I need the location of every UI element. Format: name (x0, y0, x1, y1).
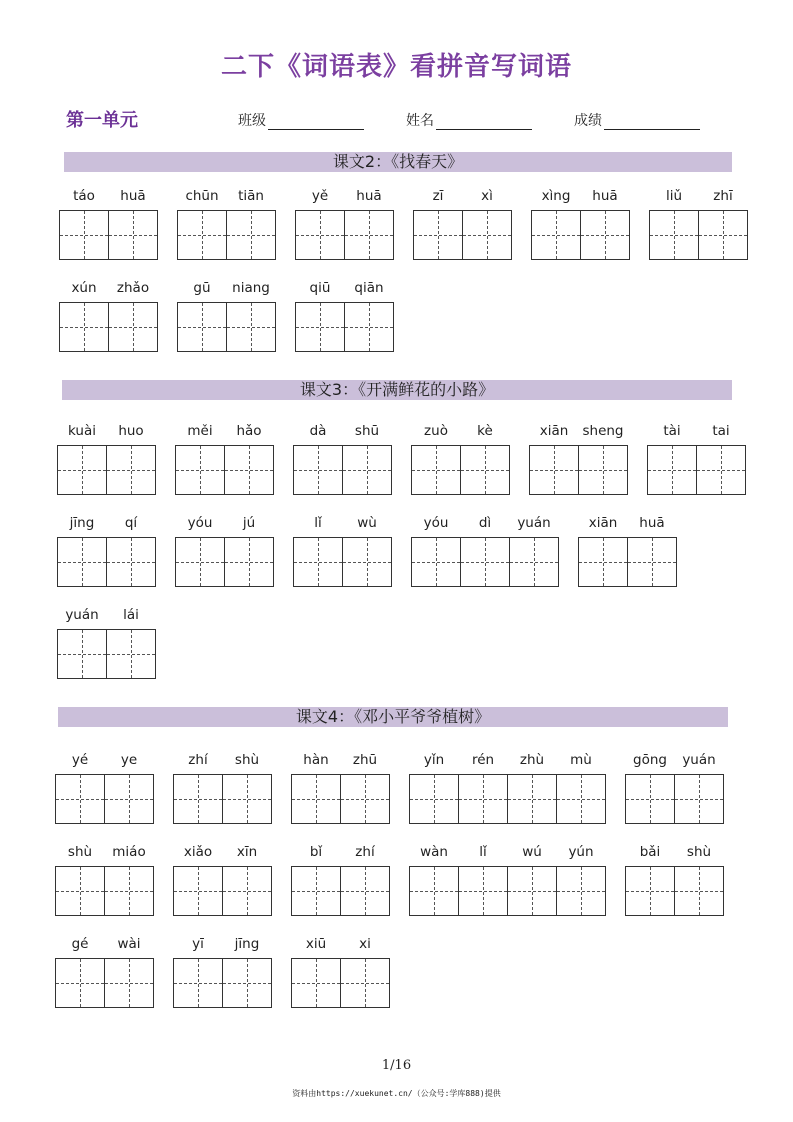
pinyin-syllable: shū (354, 423, 380, 439)
writing-grid (293, 537, 392, 587)
word-group (175, 423, 274, 495)
tianzige-cell[interactable] (510, 538, 559, 586)
pinyin-syllable: xiǎo (183, 844, 213, 860)
writing-grid (413, 210, 512, 260)
pinyin-syllable: sheng (582, 423, 624, 439)
class-blank[interactable] (268, 114, 364, 130)
tianzige-cell[interactable] (410, 867, 459, 915)
writing-grid (55, 774, 154, 824)
worksheet-header (0, 104, 793, 134)
tianzige-cell[interactable] (105, 775, 154, 823)
pinyin-syllable: yuán (682, 752, 716, 768)
word-group (529, 423, 628, 495)
tianzige-cell[interactable] (178, 211, 227, 259)
pinyin-syllable: zhù (519, 752, 545, 768)
word-group (578, 515, 677, 587)
score-blank[interactable] (604, 114, 700, 130)
tianzige-cell[interactable] (107, 630, 156, 678)
writing-grid (293, 445, 392, 495)
tianzige-cell[interactable] (343, 538, 392, 586)
tianzige-cell[interactable] (178, 303, 227, 351)
pinyin-syllable: zhí (188, 752, 208, 768)
tianzige-cell[interactable] (579, 538, 628, 586)
word-group (411, 423, 510, 495)
footer-source: 资料由https://xuekunet.cn/（公众号:学库888)提供 (292, 1089, 501, 1098)
pinyin-syllable: yě (311, 188, 329, 204)
pinyin-syllable: jú (242, 515, 256, 531)
pinyin-syllable: zuò (424, 423, 448, 439)
section-title-bar: 课文4：《邓小平爷爷植树》 (58, 707, 728, 727)
page-title: 二下《词语表》看拼音写词语 (220, 52, 572, 82)
tianzige-cell[interactable] (109, 303, 158, 351)
writing-grid (175, 537, 274, 587)
tianzige-cell[interactable] (626, 775, 675, 823)
tianzige-cell[interactable] (345, 303, 394, 351)
tianzige-cell[interactable] (223, 775, 272, 823)
tianzige-cell[interactable] (58, 446, 107, 494)
pinyin-row (177, 280, 276, 300)
pinyin-row (578, 515, 677, 535)
pinyin-row (177, 188, 276, 208)
writing-grid (57, 537, 156, 587)
pinyin-row (291, 936, 390, 956)
tianzige-cell[interactable] (530, 446, 579, 494)
tianzige-cell[interactable] (412, 446, 461, 494)
name-label: 姓名 (406, 113, 434, 129)
writing-grid (647, 445, 746, 495)
pinyin-syllable: zhī (713, 188, 733, 204)
writing-grid (409, 774, 606, 824)
pinyin-row (649, 188, 748, 208)
pinyin-syllable: bǎi (639, 844, 661, 860)
tianzige-cell[interactable] (105, 959, 154, 1007)
writing-grid (578, 537, 677, 587)
tianzige-cell[interactable] (58, 538, 107, 586)
writing-grid (291, 774, 390, 824)
tianzige-cell[interactable] (579, 446, 628, 494)
writing-grid (59, 302, 158, 352)
pinyin-syllable: yī (192, 936, 204, 952)
pinyin-syllable: yé (71, 752, 89, 768)
tianzige-cell[interactable] (296, 303, 345, 351)
tianzige-cell[interactable] (56, 775, 105, 823)
pinyin-syllable: wài (117, 936, 141, 952)
pinyin-syllable: zhū (352, 752, 378, 768)
pinyin-syllable: xìng (541, 188, 571, 204)
word-group (291, 752, 390, 824)
writing-grid (55, 958, 154, 1008)
pinyin-syllable: shù (686, 844, 712, 860)
tianzige-cell[interactable] (699, 211, 748, 259)
word-group (625, 752, 724, 824)
tianzige-cell[interactable] (459, 775, 508, 823)
tianzige-cell[interactable] (107, 446, 156, 494)
pinyin-syllable: zī (432, 188, 444, 204)
word-group (647, 423, 746, 495)
pinyin-syllable: huo (118, 423, 144, 439)
pinyin-row (295, 188, 394, 208)
pinyin-syllable: huā (639, 515, 665, 531)
tianzige-cell[interactable] (292, 775, 341, 823)
pinyin-syllable: ye (120, 752, 138, 768)
pinyin-row (55, 844, 154, 864)
tianzige-cell[interactable] (223, 867, 272, 915)
tianzige-cell[interactable] (296, 211, 345, 259)
tianzige-cell[interactable] (508, 867, 557, 915)
pinyin-syllable: yuán (65, 607, 99, 623)
tianzige-cell[interactable] (58, 630, 107, 678)
page-number: 1/16 (381, 1058, 412, 1073)
pinyin-syllable: kè (477, 423, 493, 439)
tianzige-cell[interactable] (459, 867, 508, 915)
pinyin-row (57, 515, 156, 535)
pinyin-row (293, 515, 392, 535)
tianzige-cell[interactable] (341, 959, 390, 1007)
tianzige-cell[interactable] (174, 775, 223, 823)
word-group (413, 188, 512, 260)
pinyin-row (173, 752, 272, 772)
pinyin-row (175, 515, 274, 535)
tianzige-cell[interactable] (508, 775, 557, 823)
pinyin-row (409, 752, 606, 772)
word-group (173, 936, 272, 1008)
pinyin-syllable: yǐn (423, 752, 445, 768)
pinyin-syllable: huā (356, 188, 382, 204)
pinyin-row (529, 423, 628, 443)
word-group (649, 188, 748, 260)
score-field[interactable] (574, 110, 700, 130)
pinyin-row (173, 936, 272, 956)
pinyin-syllable: kuài (68, 423, 96, 439)
tianzige-cell[interactable] (675, 867, 724, 915)
tianzige-cell[interactable] (412, 538, 461, 586)
pinyin-syllable: yóu (187, 515, 213, 531)
pinyin-syllable: huā (120, 188, 146, 204)
pinyin-syllable: gū (193, 280, 211, 296)
tianzige-cell[interactable] (227, 303, 276, 351)
pinyin-syllable: jīng (69, 515, 95, 531)
word-group (411, 515, 559, 587)
pinyin-row (295, 280, 394, 300)
pinyin-row (531, 188, 630, 208)
tianzige-cell[interactable] (292, 959, 341, 1007)
writing-grid (411, 537, 559, 587)
tianzige-cell[interactable] (107, 538, 156, 586)
writing-grid (57, 629, 156, 679)
word-group (293, 423, 392, 495)
word-group (177, 280, 276, 352)
unit-label: 第一单元 (66, 110, 138, 131)
writing-grid (295, 210, 394, 260)
tianzige-cell[interactable] (174, 867, 223, 915)
pinyin-row (59, 280, 158, 300)
pinyin-syllable: tài (663, 423, 681, 439)
pinyin-row (647, 423, 746, 443)
pinyin-syllable: hàn (303, 752, 329, 768)
word-group (409, 752, 606, 824)
pinyin-syllable: miáo (112, 844, 146, 860)
tianzige-cell[interactable] (56, 867, 105, 915)
tianzige-cell[interactable] (341, 775, 390, 823)
class-label: 班级 (238, 113, 266, 129)
word-group (59, 188, 158, 260)
word-group (531, 188, 630, 260)
section-title-bar: 课文2：《找春天》 (64, 152, 732, 172)
name-field[interactable] (406, 110, 532, 130)
pinyin-row (291, 844, 390, 864)
word-group (59, 280, 158, 352)
pinyin-syllable: yóu (423, 515, 449, 531)
writing-grid (173, 958, 272, 1008)
word-group (173, 752, 272, 824)
word-group (55, 936, 154, 1008)
writing-grid (177, 210, 276, 260)
tianzige-cell[interactable] (650, 211, 699, 259)
tianzige-cell[interactable] (345, 211, 394, 259)
pinyin-syllable: xiān (539, 423, 569, 439)
writing-grid (55, 866, 154, 916)
tianzige-cell[interactable] (109, 211, 158, 259)
word-group (55, 752, 154, 824)
writing-grid (177, 302, 276, 352)
tianzige-cell[interactable] (557, 867, 606, 915)
pinyin-syllable: xì (481, 188, 493, 204)
pinyin-syllable: xi (359, 936, 371, 952)
pinyin-syllable: liǔ (665, 188, 683, 204)
word-group (173, 844, 272, 916)
word-group (57, 607, 156, 679)
tianzige-cell[interactable] (410, 775, 459, 823)
writing-grid (173, 866, 272, 916)
writing-grid (291, 958, 390, 1008)
word-group (175, 515, 274, 587)
tianzige-cell[interactable] (532, 211, 581, 259)
pinyin-row (411, 515, 559, 535)
tianzige-cell[interactable] (461, 446, 510, 494)
pinyin-syllable: bǐ (309, 844, 323, 860)
writing-grid (291, 866, 390, 916)
pinyin-row (55, 752, 154, 772)
tianzige-cell[interactable] (227, 211, 276, 259)
pinyin-syllable: xīn (236, 844, 258, 860)
word-group (177, 188, 276, 260)
writing-grid (59, 210, 158, 260)
pinyin-row (55, 936, 154, 956)
pinyin-syllable: huā (592, 188, 618, 204)
writing-grid (649, 210, 748, 260)
tianzige-cell[interactable] (174, 959, 223, 1007)
writing-grid (625, 774, 724, 824)
pinyin-row (291, 752, 390, 772)
pinyin-syllable: wù (357, 515, 377, 531)
tianzige-cell[interactable] (294, 538, 343, 586)
tianzige-cell[interactable] (697, 446, 746, 494)
tianzige-cell[interactable] (648, 446, 697, 494)
tianzige-cell[interactable] (581, 211, 630, 259)
pinyin-syllable: tiān (238, 188, 264, 204)
pinyin-syllable: lǐ (314, 515, 322, 531)
tianzige-cell[interactable] (56, 959, 105, 1007)
tianzige-cell[interactable] (223, 959, 272, 1007)
pinyin-syllable: xún (71, 280, 97, 296)
pinyin-row (173, 844, 272, 864)
pinyin-syllable: hǎo (236, 423, 262, 439)
word-group (57, 515, 156, 587)
tianzige-cell[interactable] (461, 538, 510, 586)
pinyin-row (57, 607, 156, 627)
tianzige-cell[interactable] (176, 446, 225, 494)
tianzige-cell[interactable] (294, 446, 343, 494)
word-group (57, 423, 156, 495)
pinyin-syllable: qí (124, 515, 138, 531)
tianzige-cell[interactable] (463, 211, 512, 259)
pinyin-syllable: xiū (305, 936, 327, 952)
tianzige-cell[interactable] (105, 867, 154, 915)
tianzige-cell[interactable] (60, 211, 109, 259)
tianzige-cell[interactable] (60, 303, 109, 351)
pinyin-syllable: lǐ (479, 844, 487, 860)
name-blank[interactable] (436, 114, 532, 130)
pinyin-syllable: měi (187, 423, 213, 439)
pinyin-row (625, 752, 724, 772)
pinyin-row (293, 423, 392, 443)
writing-grid (625, 866, 724, 916)
pinyin-syllable: gōng (633, 752, 667, 768)
tianzige-cell[interactable] (341, 867, 390, 915)
tianzige-cell[interactable] (557, 775, 606, 823)
pinyin-row (411, 423, 510, 443)
pinyin-syllable: lái (123, 607, 139, 623)
word-group (293, 515, 392, 587)
writing-grid (295, 302, 394, 352)
word-group (295, 280, 394, 352)
pinyin-syllable: zhǎo (116, 280, 150, 296)
pinyin-syllable: mù (570, 752, 592, 768)
tianzige-cell[interactable] (343, 446, 392, 494)
tianzige-cell[interactable] (626, 867, 675, 915)
pinyin-syllable: jīng (234, 936, 260, 952)
word-group (55, 844, 154, 916)
pinyin-row (625, 844, 724, 864)
pinyin-syllable: yuán (517, 515, 551, 531)
writing-grid (411, 445, 510, 495)
tianzige-cell[interactable] (628, 538, 677, 586)
writing-grid (173, 774, 272, 824)
tianzige-cell[interactable] (292, 867, 341, 915)
pinyin-syllable: shù (67, 844, 93, 860)
tianzige-cell[interactable] (225, 446, 274, 494)
pinyin-syllable: qiān (354, 280, 384, 296)
class-field[interactable] (238, 110, 364, 130)
pinyin-syllable: wú (522, 844, 542, 860)
pinyin-syllable: wàn (420, 844, 448, 860)
pinyin-syllable: xiān (588, 515, 618, 531)
pinyin-row (57, 423, 156, 443)
word-group (291, 844, 390, 916)
pinyin-syllable: chūn (185, 188, 219, 204)
word-group (409, 844, 606, 916)
pinyin-syllable: niang (232, 280, 270, 296)
word-group (295, 188, 394, 260)
pinyin-syllable: yún (568, 844, 594, 860)
tianzige-cell[interactable] (414, 211, 463, 259)
pinyin-row (175, 423, 274, 443)
writing-grid (531, 210, 630, 260)
pinyin-syllable: shù (234, 752, 260, 768)
pinyin-syllable: tai (712, 423, 730, 439)
writing-grid (57, 445, 156, 495)
pinyin-syllable: dì (478, 515, 492, 531)
pinyin-syllable: rén (471, 752, 495, 768)
pinyin-syllable: dà (309, 423, 327, 439)
pinyin-syllable: táo (73, 188, 95, 204)
pinyin-row (59, 188, 158, 208)
tianzige-cell[interactable] (225, 538, 274, 586)
word-group (291, 936, 390, 1008)
section-title-bar: 课文3：《开满鲜花的小路》 (62, 380, 732, 400)
writing-grid (175, 445, 274, 495)
writing-grid (409, 866, 606, 916)
writing-grid (529, 445, 628, 495)
pinyin-syllable: zhí (355, 844, 375, 860)
score-label: 成绩 (574, 113, 602, 129)
pinyin-syllable: qiū (309, 280, 331, 296)
tianzige-cell[interactable] (176, 538, 225, 586)
pinyin-row (413, 188, 512, 208)
pinyin-syllable: gé (71, 936, 89, 952)
word-group (625, 844, 724, 916)
tianzige-cell[interactable] (675, 775, 724, 823)
pinyin-row (409, 844, 606, 864)
